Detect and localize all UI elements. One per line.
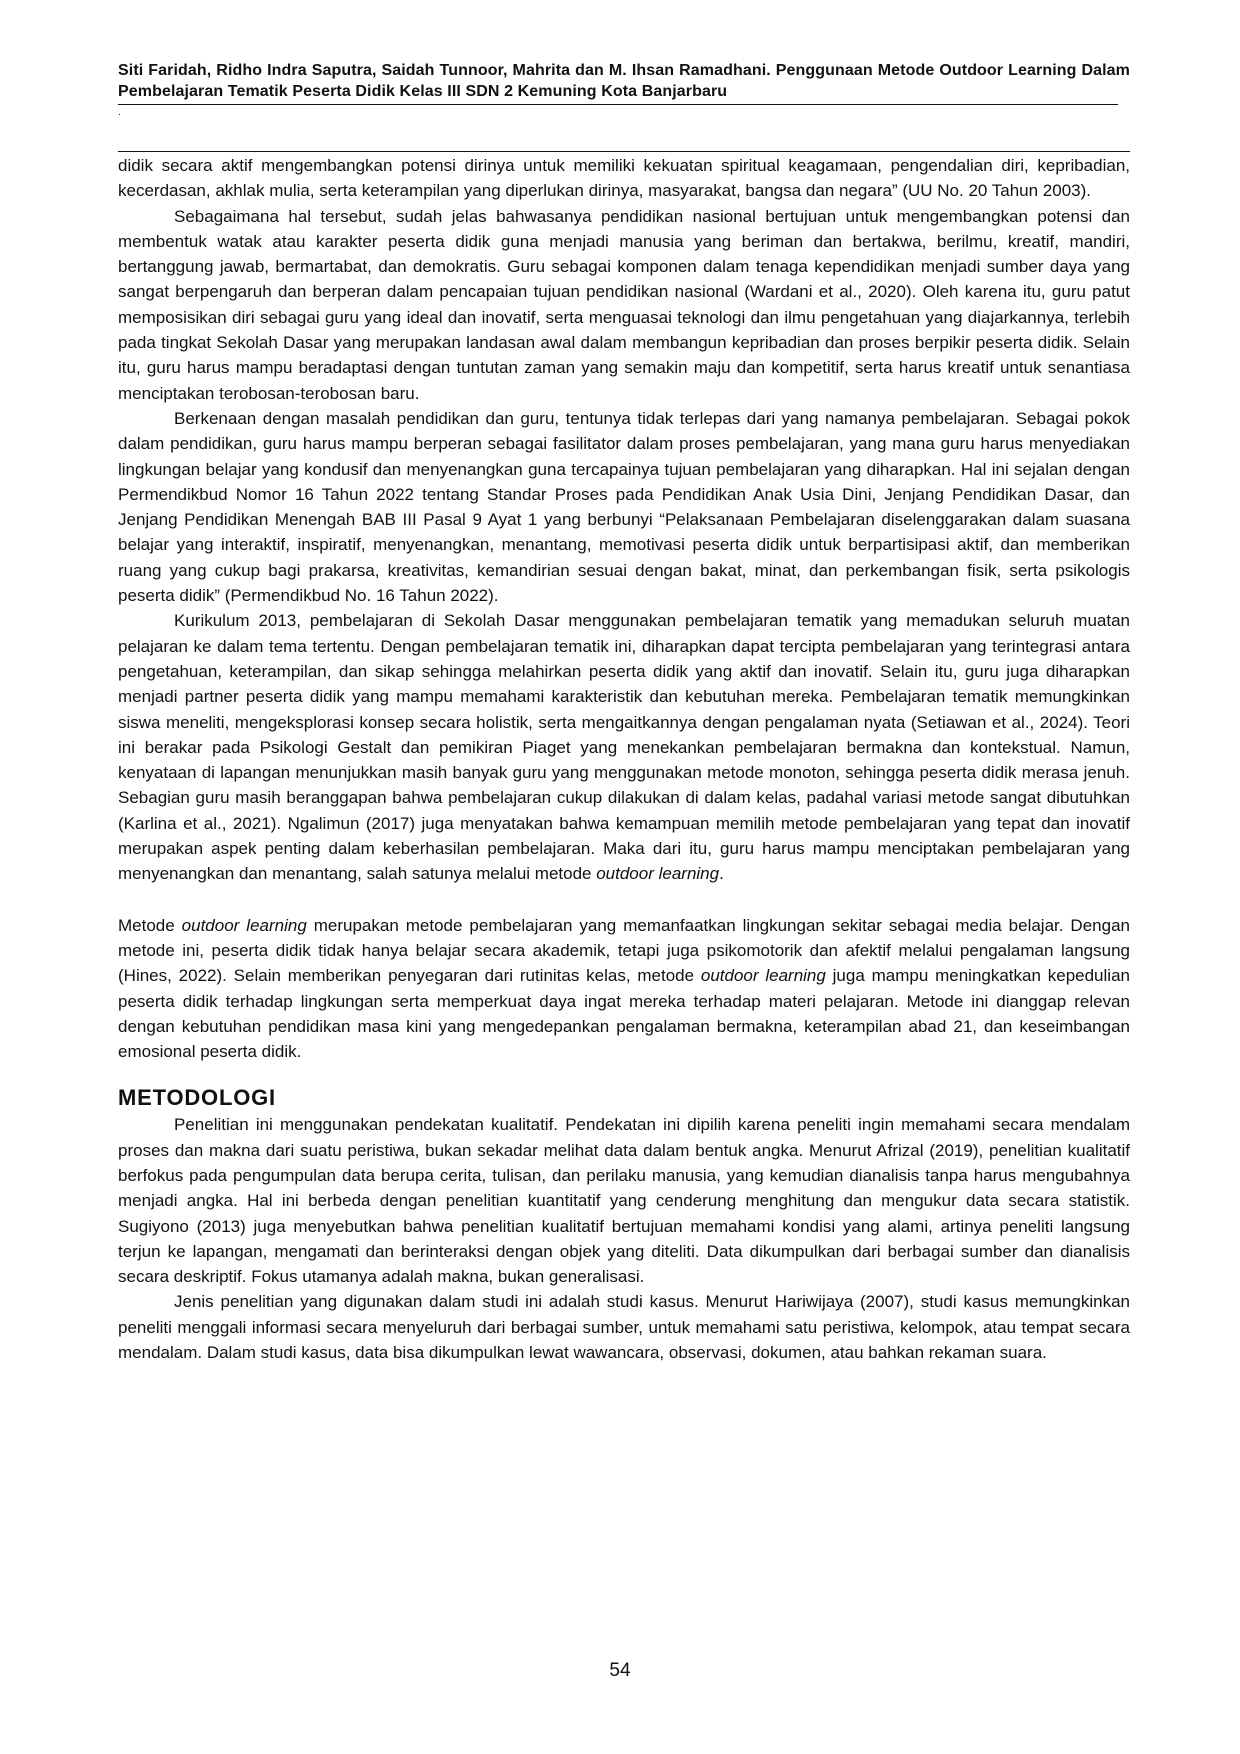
paragraph-thematic-learning <box>118 608 1130 886</box>
page-number: 54 <box>609 1660 631 1681</box>
paragraph-text: merupakan metode pembelajaran yang memanfaatkan lingkungan sekitar sebagai media belajar. Dengan metode ini, peserta didik tidak hanya belajar secara akademik, tetapi juga psikomotorik dan afektif melalui pengalaman langsung (Hines, 2022). Selain memberikan penyegaran dari rutinitas kelas, metode <box>118 915 1130 986</box>
paragraph-outdoor-learning <box>118 913 1130 1065</box>
paragraph-continued-quote: didik secara aktif mengembangkan potensi dirinya untuk memiliki kekuatan spiritual keagamaan, pengendalian diri, kepribadian, kecerdasan, akhlak mulia, serta keterampilan yang diperlukan dirinya, masyarakat, bangsa dan negara” (UU No. 20 Tahun 2003). <box>118 156 1130 201</box>
italic-term: outdoor learning <box>181 915 307 935</box>
paragraph-learning-process: Berkenaan dengan masalah pendidikan dan guru, tentunya tidak terlepas dari yang namanya pembelajaran. Sebagai pokok dalam pendidikan, guru harus mampu berperan sebagai fasilitator dalam proses pembelajaran, yang mana guru harus menyediakan lingkungan belajar yang kondusif dan menyenangkan guna tercapainya tujuan pembelajaran yang diharapkan. Hal ini sejalan dengan Permendikbud Nomor 16 Tahun 2022 tentang Standar Proses pada Pendidikan Anak Usia Dini, Jenjang Pendidikan Dasar, dan Jenjang Pendidikan Menengah BAB III Pasal 9 Ayat 1 yang berbunyi “Pelaksanaan Pembelajaran diselenggarakan dalam suasana belajar yang interaktif, inspiratif, menyenangkan, menantang, memotivasi peserta didik untuk berpartisipasi aktif, dan memberikan ruang yang cukup bagi prakarsa, kreativitas, kemandirian sesuai dengan bakat, minat, dan perkembangan fisik, serta psikologis peserta didik” (Permendikbud No. 16 Tahun 2022). <box>118 408 1130 606</box>
running-header: Siti Faridah, Ridho Indra Saputra, Saidah Tunnoor, Mahrita dan M. Ihsan Ramadhani. Penggunaan Metode Outdoor Learning Dalam Pembelajaran Tematik Peserta Didik Kelas III SDN 2 Kemuning Kota Banjarbaru <box>118 62 1130 100</box>
article-body <box>118 153 1130 1365</box>
paragraph-text: . <box>719 864 724 884</box>
section-heading-metodologi: METODOLOGI <box>118 1085 276 1111</box>
paragraph-text: Kurikulum 2013, pembelajaran di Sekolah Dasar menggunakan pembelajaran tematik yang memadukan seluruh muatan pelajaran ke dalam tema tertentu. Dengan pembelajaran tematik ini, diharapkan dapat tercipta pembelajaran yang terintegrasi antara pengetahuan, keterampilan, dan sikap sehingga melahirkan peserta didik yang aktif dan inovatif. Selain itu, guru juga diharapkan menjadi partner peserta didik yang mampu memahami karakteristik dan kebutuhan mereka. Pembelajaran tematik memungkinkan siswa meneliti, mengeksplorasi konsep secara holistik, serta mengaitkannya dengan pengalaman nyata (Setiawan et al., 2024). Teori ini berakar pada Psikologi Gestalt dan pemikiran Piaget yang menekankan pembelajaran bermakna dan kontekstual. Namun, kenyataan di lapangan menunjukkan masih banyak guru yang menggunakan metode monoton, sehingga peserta didik merasa jenuh. Sebagian guru masih beranggapan bahwa pembelajaran cukup dilakukan di dalam kelas, padahal variasi metode sangat dibutuhkan (Karlina et al., 2021). Ngalimun (2017) juga menyatakan bahwa kemampuan memilih metode pembelajaran yang tepat dan inovatif merupakan aspek penting dalam keberhasilan pembelajaran. Maka dari itu, guru harus mampu menciptakan pembelajaran yang menyenangkan dan menantang, salah satunya melalui metode <box>118 611 1130 884</box>
paragraph-text: Metode <box>118 915 182 935</box>
italic-term: outdoor learning <box>700 966 826 986</box>
paragraph-case-study: Jenis penelitian yang digunakan dalam studi ini adalah studi kasus. Menurut Hariwijaya (2007), studi kasus memungkinkan peneliti menggali informasi secara menyeluruh dari berbagai sumber, untuk memahami satu peristiwa, kelompok, atau tempat secara mendalam. Dalam studi kasus, data bisa dikumpulkan lewat wawancara, observasi, dokumen, atau bahkan rekaman suara. <box>118 1292 1130 1363</box>
italic-term: outdoor learning <box>596 864 720 884</box>
header-dot: . <box>118 107 121 118</box>
header-rule <box>118 104 1118 105</box>
paragraph-text: juga mampu meningkatkan kepedulian peserta didik terhadap lingkungan serta memperkuat daya ingat mereka terhadap materi pelajaran. Metode ini dianggap relevan dengan kebutuhan pendidikan masa kini yang mengedepankan pengalaman bermakna, keterampilan abad 21, dan keseimbangan emosional peserta didik. <box>118 966 1130 1062</box>
paragraph-qualitative-approach: Penelitian ini menggunakan pendekatan kualitatif. Pendekatan ini dipilih karena peneliti ingin memahami secara mendalam proses dan makna dari suatu peristiwa, bukan sekadar melihat data dalam bentuk angka. Menurut Afrizal (2019), penelitian kualitatif berfokus pada pengumpulan data berupa cerita, tulisan, dan perilaku manusia, yang kemudian dianalisis tanpa harus mengubahnya menjadi angka. Hal ini berbeda dengan penelitian kuantitatif yang cenderung menghitung dan mengukur data secara statistik. Sugiyono (2013) juga menyebutkan bahwa penelitian kualitatif bertujuan memahami kondisi yang alami, artinya peneliti langsung terjun ke lapangan, mengamati dan berinteraksi dengan objek yang diteliti. Data dikumpulkan dari berbagai sumber dan dianalisis secara deskriptif. Fokus utamanya adalah makna, bukan generalisasi. <box>118 1115 1130 1287</box>
content-top-rule <box>118 151 1130 152</box>
paragraph-national-education: Sebagaimana hal tersebut, sudah jelas bahwasanya pendidikan nasional bertujuan untuk mengembangkan potensi dan membentuk watak atau karakter peserta didik guna menjadi manusia yang beriman dan bertakwa, berilmu, kreatif, mandiri, bertanggung jawab, bermartabat, dan demokratis. Guru sebagai komponen dalam tenaga kependidikan menjadi sumber daya yang sangat berpengaruh dan berperan dalam pencapaian tujuan pendidikan nasional (Wardani et al., 2020). Oleh karena itu, guru patut memposisikan diri sebagai guru yang ideal dan inovatif, serta menguasai teknologi dan ilmu pengetahuan yang diajarkannya, terlebih pada tingkat Sekolah Dasar yang merupakan landasan awal dalam membangun kepribadian dan proses berpikir peserta didik. Selain itu, guru harus mampu beradaptasi dengan tuntutan zaman yang semakin maju dan kompetitif, serta harus kreatif untuk senantiasa menciptakan terobosan-terobosan baru. <box>118 206 1130 403</box>
